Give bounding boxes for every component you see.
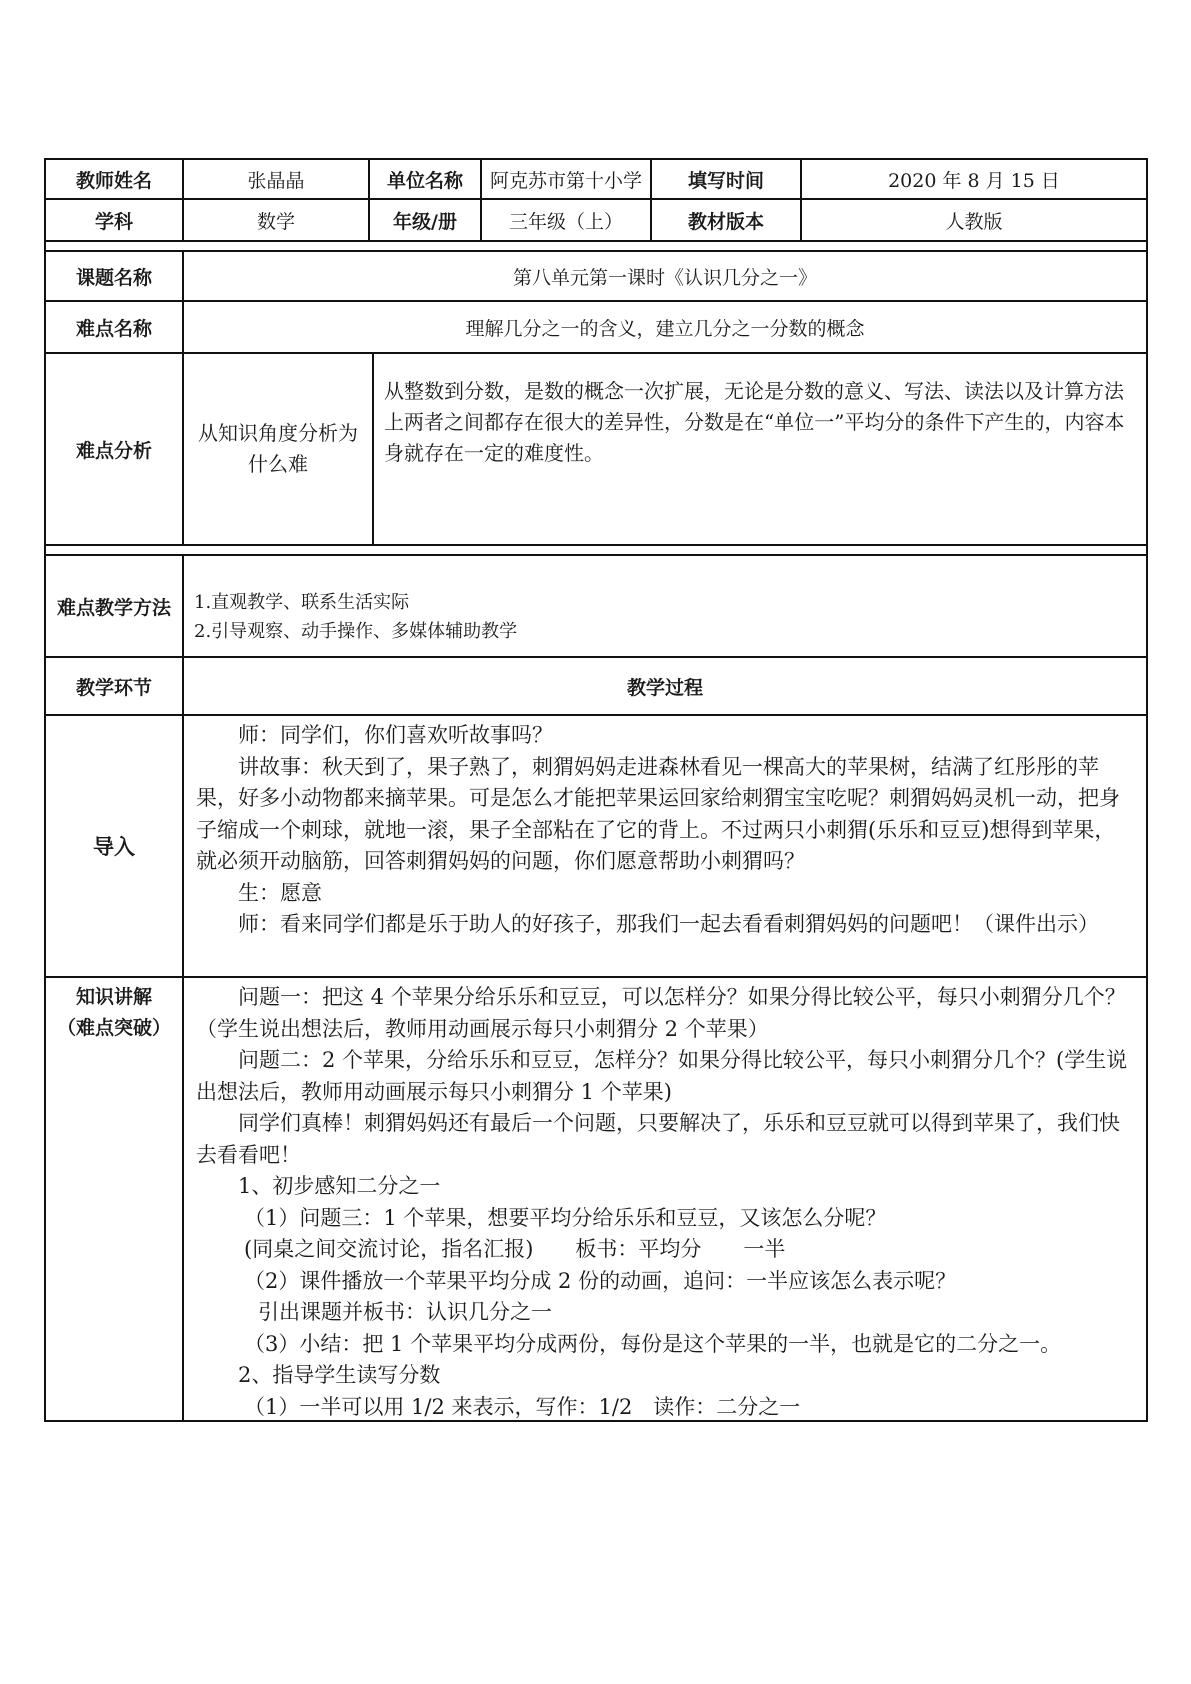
knowledge-row [44,978,1148,1422]
knowledge-paragraph: （3）小结：把 1 个苹果平均分成两份，每份是这个苹果的一半，也就是它的二分之一。 [244,1331,1062,1356]
method-item-1: 1.直观教学、联系生活实际 [194,592,410,613]
info-row-1 [44,158,1148,200]
knowledge-paragraph: 1、初步感知二分之一 [238,1174,441,1198]
knowledge-paragraph: （2）课件播放一个苹果平均分成 2 份的动画，追问：一半应该怎么表示呢？ [244,1268,957,1293]
knowledge-paragraph: （1）一半可以用 1/2 来表示，写作：1/2 读作：二分之一 [244,1394,801,1419]
topic-row [44,252,1148,302]
date-value: 2020 年 8 月 15 日 [888,169,1060,192]
edition-value: 人教版 [945,210,1003,233]
topic-label: 课题名称 [46,252,184,300]
difficulty-row [44,302,1148,354]
method-item-2: 2.引导观察、动手操作、多媒体辅助教学 [194,621,518,642]
intro-paragraph: 生：愿意 [238,880,322,905]
subject-label: 学科 [46,200,184,240]
analysis-sub-label-line2: 什么难 [248,452,308,476]
knowledge-paragraph: 2、指导学生读写分数 [238,1363,441,1387]
method-row [44,556,1148,658]
section-value: 教学过程 [626,676,703,699]
date-label: 填写时间 [652,160,802,198]
info-row-2 [44,200,1148,242]
difficulty-label: 难点名称 [46,302,184,352]
subject-value: 数学 [184,200,370,240]
lesson-plan-table [44,158,1148,1422]
section-label: 教学环节 [46,658,184,714]
knowledge-label-line2: （难点突破） [56,1017,171,1039]
difficulty-value: 理解几分之一的含义，建立几分之一分数的概念 [465,317,865,340]
grade-label: 年级/册 [370,200,482,240]
teacher-value: 张晶晶 [184,160,370,198]
knowledge-paragraph: 问题一：把这 4 个苹果分给乐乐和豆豆，可以怎样分？如果分得比较公平，每只小刺猬分几个？（学生说出想法后，教师用动画展示每只小刺猬分 2 个苹果） [196,985,1126,1041]
unit-label: 单位名称 [370,160,482,198]
spacer [44,546,1148,556]
section-header-row [44,658,1148,716]
analysis-sub-label [184,354,374,544]
knowledge-paragraph: （1）问题三：1 个苹果，想要平均分给乐乐和豆豆，又该怎么分呢？ [244,1205,887,1230]
analysis-label: 难点分析 [46,354,184,544]
knowledge-paragraph: 引出课题并板书：认识几分之一 [258,1300,552,1324]
spacer [44,242,1148,252]
intro-paragraph: 师：同学们，你们喜欢听故事吗？ [238,723,553,747]
knowledge-label [46,978,184,1420]
knowledge-paragraph: 同学们真棒！刺猬妈妈还有最后一个问题，只要解决了，乐乐和豆豆就可以得到苹果了，我们快去看看吧！ [196,1111,1120,1167]
intro-paragraph: 师：看来同学们都是乐于助人的好孩子，那我们一起去看看刺猬妈妈的问题吧！（课件出示） [238,912,1099,936]
unit-value: 阿克苏市第十小学 [482,160,652,198]
topic-value: 第八单元第一课时《认识几分之一》 [512,266,817,289]
intro-paragraph: 讲故事：秋天到了，果子熟了，刺猬妈妈走进森林看见一棵高大的苹果树，结满了红彤彤的苹果，好多小动物都来摘苹果。可是怎么才能把苹果运回家给刺猬宝宝吃呢？刺猬妈妈灵机一动，把身子缩成一个刺球，就地一滚，果子全部粘在了它的背上。不过两只小刺猬(乐乐和豆豆)想得到苹果，就必须开动脑筋，回答刺猬妈妈的问题，你们愿意帮助小刺猬吗？ [196,754,1120,873]
intro-body [184,716,1146,976]
analysis-text: 从整数到分数，是数的概念一次扩展，无论是分数的意义、写法、读法以及计算方法上两者之间都存在很大的差异性，分数是在“单位一”平均分的条件下产生的，内容本身就存在一定的难度性。 [384,379,1125,465]
analysis-row [44,354,1148,546]
teacher-label: 教师姓名 [46,160,184,198]
knowledge-body [184,978,1146,1420]
intro-row [44,716,1148,978]
edition-label: 教材版本 [652,200,802,240]
analysis-sub-label-line1: 从知识角度分析为 [198,421,358,445]
knowledge-paragraph: 问题二：2 个苹果，分给乐乐和豆豆，怎样分？如果分得比较公平，每只小刺猬分几个？(学生说出想法后，教师用动画展示每只小刺猬分 1 个苹果) [196,1048,1128,1104]
intro-label: 导入 [46,716,184,976]
method-list [184,556,1146,656]
grade-value: 三年级（上） [482,200,652,240]
knowledge-label-line1: 知识讲解 [75,986,152,1008]
method-label: 难点教学方法 [46,556,184,656]
knowledge-paragraph: (同桌之间交流讨论，指名汇报) 板书：平均分 一半 [244,1237,786,1261]
